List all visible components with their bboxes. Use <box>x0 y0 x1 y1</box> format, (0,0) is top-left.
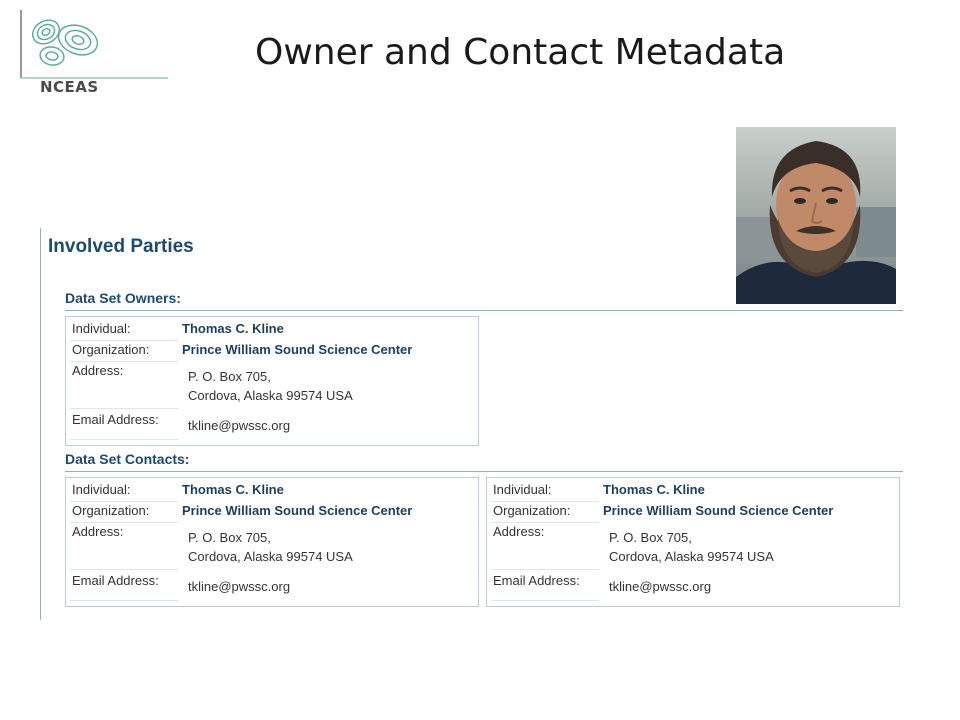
address-line2: Cordova, Alaska 99574 USA <box>188 549 353 564</box>
individual-value: Thomas C. Kline <box>182 482 284 497</box>
left-rule <box>40 228 41 620</box>
address-label: Address: <box>70 524 178 570</box>
organization-label: Organization: <box>70 342 178 362</box>
email-value: tkline@pwssc.org <box>188 418 291 433</box>
owners-heading: Data Set Owners: <box>65 290 181 306</box>
slide-title: Owner and Contact Metadata <box>255 32 786 73</box>
email-label: Email Address: <box>70 412 178 440</box>
nceas-logo <box>18 6 178 94</box>
address-label: Address: <box>70 363 178 409</box>
contacts-rule <box>65 471 903 472</box>
address-line1: P. O. Box 705, <box>609 530 692 545</box>
contacts-heading: Data Set Contacts: <box>65 451 190 467</box>
address-line1: P. O. Box 705, <box>188 369 271 384</box>
owner-card <box>65 316 479 446</box>
organization-value: Prince William Sound Science Center <box>182 503 413 518</box>
organization-label: Organization: <box>70 503 178 523</box>
address-line2: Cordova, Alaska 99574 USA <box>188 388 353 403</box>
email-label: Email Address: <box>491 573 599 601</box>
organization-value: Prince William Sound Science Center <box>182 342 413 357</box>
contact-card <box>486 477 900 607</box>
address-line1: P. O. Box 705, <box>188 530 271 545</box>
organization-value: Prince William Sound Science Center <box>603 503 834 518</box>
address-label: Address: <box>491 524 599 570</box>
email-value: tkline@pwssc.org <box>188 579 291 594</box>
individual-value: Thomas C. Kline <box>182 321 284 336</box>
organization-label: Organization: <box>491 503 599 523</box>
address-line2: Cordova, Alaska 99574 USA <box>609 549 774 564</box>
email-value: tkline@pwssc.org <box>609 579 712 594</box>
individual-value: Thomas C. Kline <box>603 482 705 497</box>
logo-text: NCEAS <box>40 78 99 96</box>
individual-label: Individual: <box>70 482 178 502</box>
email-label: Email Address: <box>70 573 178 601</box>
individual-label: Individual: <box>70 321 178 341</box>
portrait-photo <box>736 127 896 304</box>
contact-card <box>65 477 479 607</box>
involved-parties-heading: Involved Parties <box>48 236 194 257</box>
individual-label: Individual: <box>491 482 599 502</box>
owners-rule <box>65 310 903 311</box>
